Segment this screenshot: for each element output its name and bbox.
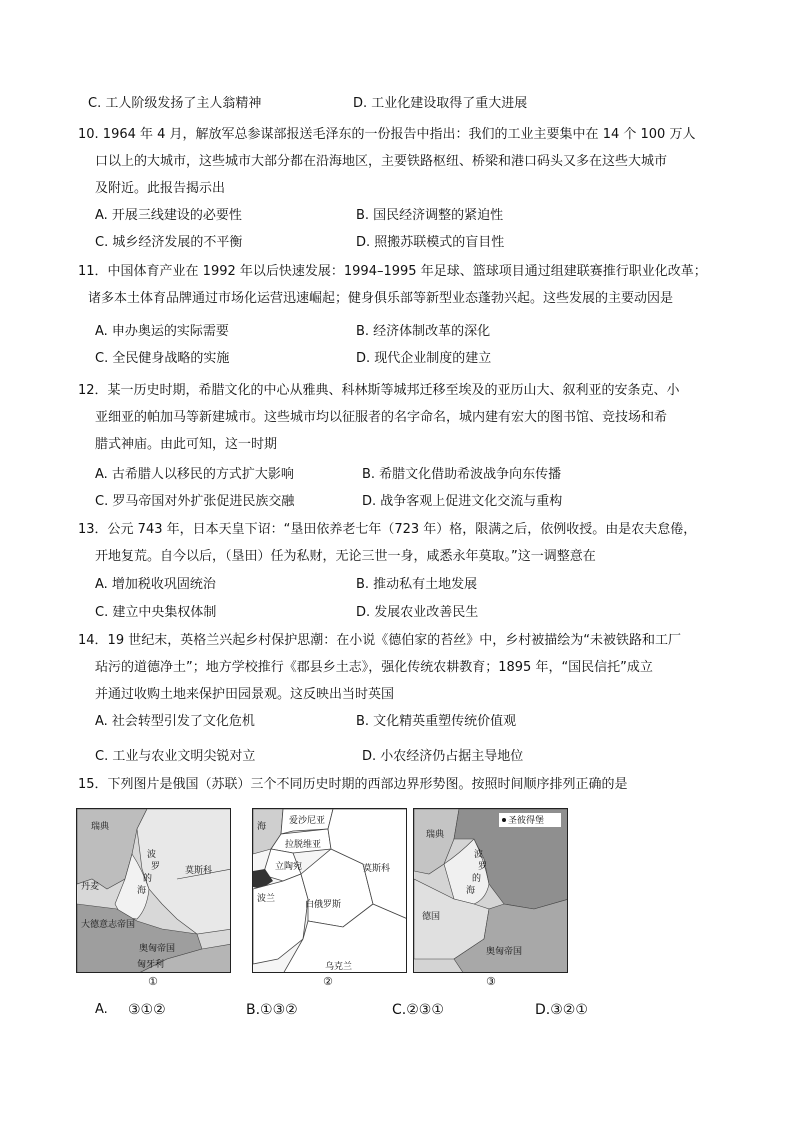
map2-label-lithuania: 立陶宛: [275, 862, 303, 872]
map2-label-sea: 海: [257, 822, 267, 832]
q15-option-a-letter: A.: [95, 1002, 108, 1017]
map-1: [76, 808, 231, 973]
q11-option-d: D. 现代企业制度的建立: [356, 351, 492, 366]
map1-label-baltic-c: 的: [143, 874, 153, 884]
map-3-drawing: [414, 809, 568, 973]
q9-option-c: C. 工人阶级发扬了主人翁精神: [88, 96, 262, 111]
q13-option-d: D. 发展农业改善民生: [356, 605, 479, 620]
map3-label-baltic-c: 的: [472, 874, 482, 884]
q11-stem-line2: 诸多本土体育品牌通过市场化运营迅速崛起；健身俱乐部等新型业态蓬勃兴起。这些发展的主要动因是: [88, 291, 674, 306]
map2-label-latvia: 拉脱维亚: [285, 840, 322, 850]
q10-stem-line2: 口以上的大城市，这些城市大部分都在沿海地区，主要铁路枢纽、桥梁和港口码头又多在这些大城市: [95, 154, 668, 169]
q11-option-c: C. 全民健身战略的实施: [95, 351, 230, 366]
q15-option-d: D.③②①: [535, 1002, 588, 1018]
q15-option-b: B.①③②: [246, 1002, 298, 1018]
q14-stem-line3: 并通过收购土地来保护田园景观。这反映出当时英国: [95, 687, 395, 702]
map2-label-poland: 波兰: [257, 894, 276, 904]
q10-stem-line3: 及附近。此报告揭示出: [95, 181, 226, 196]
q14-stem-line2: 玷污的道德净土”；地方学校推行《郡县乡土志》，强化传统农耕教育；1895 年，“国民信托”成立: [95, 660, 653, 675]
q10-option-b: B. 国民经济调整的紧迫性: [356, 208, 504, 223]
map1-label-baltic-a: 波: [147, 850, 157, 860]
q14-option-a: A. 社会转型引发了文化危机: [95, 714, 255, 729]
map1-label-sweden: 瑞典: [91, 822, 110, 832]
q12-option-a: A. 古希腊人以移民的方式扩大影响: [95, 467, 294, 482]
q13-option-b: B. 推动私有土地发展: [356, 577, 478, 592]
map-1-caption: ①: [148, 975, 158, 988]
q12-stem-line2: 亚细亚的帕加马等新建城市。这些城市均以征服者的名字命名，城内建有宏大的图书馆、竞技场和希: [95, 410, 668, 425]
map2-label-estonia: 爱沙尼亚: [289, 816, 326, 826]
q14-stem-line1: 14．19 世纪末，英格兰兴起乡村保护思潮：在小说《德伯家的苔丝》中，乡村被描绘为“未被铁路和工厂: [78, 633, 681, 648]
q12-option-d: D. 战争客观上促进文化交流与重构: [362, 494, 563, 509]
q14-option-c: C. 工业与农业文明尖锐对立: [95, 749, 256, 764]
map1-label-moscow: 莫斯科: [185, 866, 213, 876]
q11-option-a: A. 申办奥运的实际需要: [95, 324, 229, 339]
q12-option-c: C. 罗马帝国对外扩张促进民族交融: [95, 494, 295, 509]
q14-option-b: B. 文化精英重塑传统价值观: [356, 714, 517, 729]
q11-stem-line1: 11．中国体育产业在 1992 年以后快速发展：1994–1995 年足球、篮球项目通过组建联赛推行职业化改革；: [78, 264, 707, 279]
map3-label-baltic-d: 海: [466, 886, 476, 896]
q9-option-d: D. 工业化建设取得了重大进展: [353, 96, 528, 111]
map1-label-austria: 奥匈帝国: [139, 944, 176, 954]
q10-stem-line1: 10. 1964 年 4 月，解放军总参谋部报送毛泽东的一份报告中指出：我们的工业主要集中在 14 个 100 万人: [78, 127, 696, 142]
map1-label-baltic-b: 罗: [151, 862, 161, 872]
map2-label-ukraine: 乌克兰: [325, 962, 353, 972]
map3-label-baltic-a: 波: [474, 850, 484, 860]
q10-option-d: D. 照搬苏联模式的盲目性: [356, 235, 505, 250]
map1-label-hungary: 匈牙利: [137, 960, 165, 970]
map-1-drawing: [77, 809, 231, 973]
map3-label-stpete: 圣彼得堡: [508, 816, 545, 826]
q11-option-b: B. 经济体制改革的深化: [356, 324, 491, 339]
q13-stem-line1: 13．公元 743 年，日本天皇下诏：“垦田依养老七年（723 年）格，限满之后，依例收授。由是农夫怠倦，: [78, 522, 697, 537]
map-2-caption: ②: [323, 975, 333, 988]
q12-stem-line3: 腊式神庙。由此可知，这一时期: [95, 437, 278, 452]
map-3-caption: ③: [486, 975, 496, 988]
q12-stem-line1: 12．某一历史时期，希腊文化的中心从雅典、科林斯等城邦迁移至埃及的亚历山大、叙利亚的安条克、小: [78, 383, 680, 398]
q14-option-d: D. 小农经济仍占据主导地位: [362, 749, 524, 764]
q15-option-a: ③①②: [128, 1002, 166, 1018]
map3-label-baltic-b: 罗: [478, 862, 488, 872]
q10-option-c: C. 城乡经济发展的不平衡: [95, 235, 243, 250]
q10-option-a: A. 开展三线建设的必要性: [95, 208, 242, 223]
q13-stem-line2: 开地复荒。自今以后，（垦田）任为私财，无论三世一身，咸悉永年莫取。”这一调整意在: [95, 549, 596, 564]
q13-option-c: C. 建立中央集权体制: [95, 605, 217, 620]
map-3: [413, 808, 568, 973]
map2-label-belarus: 白俄罗斯: [305, 900, 342, 910]
map1-label-denmark: 丹麦: [81, 882, 100, 892]
map1-label-baltic-d: 海: [137, 886, 147, 896]
map-2-drawing: [253, 809, 407, 973]
map2-label-moscow: 莫斯科: [363, 864, 391, 874]
map3-label-sweden: 瑞典: [426, 830, 445, 840]
q15-option-c: C.②③①: [392, 1002, 444, 1018]
q15-stem-line1: 15．下列图片是俄国（苏联）三个不同历史时期的西部边界形势图。按照时间顺序排列正确的是: [78, 777, 628, 792]
map-2: [252, 808, 407, 973]
map3-label-austria: 奥匈帝国: [486, 947, 523, 957]
map3-label-germany: 德国: [422, 912, 441, 922]
q13-option-a: A. 增加税收巩固统治: [95, 577, 216, 592]
q12-option-b: B. 希腊文化借助希波战争向东传播: [362, 467, 562, 482]
map1-label-prussia: 大德意志帝国: [81, 920, 136, 930]
